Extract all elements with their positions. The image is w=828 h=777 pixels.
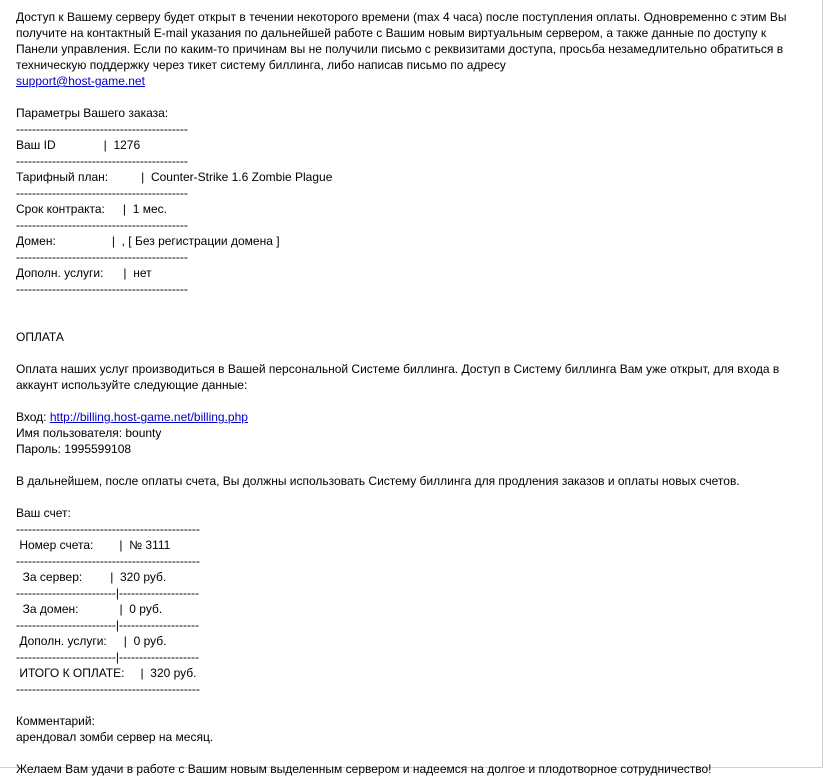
- separator: ----------------------------------------------: [16, 522, 200, 536]
- order-row-value: нет: [133, 266, 152, 280]
- invoice-row-value: № 3111: [129, 538, 171, 552]
- payment-text: Оплата наших услуг производиться в Вашей персональной Системе биллинга. Доступ в Систему биллинга Вам уже открыт, для входа в аккаунт используйте следующие данные:: [16, 362, 780, 392]
- order-row-label: Домен:: [16, 234, 56, 248]
- invoice-row-domain: За домен: | 0 руб.: [22, 602, 163, 616]
- login-line: [16, 409, 806, 425]
- separator: -------------------------------------------: [16, 250, 188, 264]
- username-line: Имя пользователя: bounty: [16, 426, 162, 440]
- order-row-plan: Тарифный план: | Counter-Strike 1.6 Zombie Plague: [16, 170, 333, 184]
- order-row-label: Дополн. услуги:: [16, 266, 104, 280]
- billing-usage-text: В дальнейшем, после оплаты счета, Вы должны использовать Систему биллинга для продления заказов и оплаты новых счетов.: [16, 474, 740, 488]
- invoice-row-label: Номер счета:: [19, 538, 94, 552]
- invoice-row-value: 0 руб.: [133, 634, 167, 648]
- closing-text: Желаем Вам удачи в работе с Вашим новым выделенным сервером и надеемся на долгое и плодотворное сотрудничество!: [16, 762, 712, 776]
- order-heading: Параметры Вашего заказа:: [16, 106, 169, 120]
- invoice-row-value: 0 руб.: [129, 602, 163, 616]
- order-row-extras: Дополн. услуги: | нет: [16, 266, 152, 280]
- right-edge: [823, 0, 828, 769]
- invoice-heading: Ваш счет:: [16, 506, 71, 520]
- separator: -------------------------------------------: [16, 154, 188, 168]
- billing-link[interactable]: http://billing.host-game.net/billing.php: [49, 410, 248, 424]
- payment-heading: ОПЛАТА: [16, 330, 64, 344]
- order-row-label: Ваш ID: [16, 138, 56, 152]
- invoice-row-label: За домен:: [22, 602, 79, 616]
- invoice-row-label: За сервер:: [22, 570, 83, 584]
- invoice-row-label: ИТОГО К ОПЛАТЕ:: [19, 666, 125, 680]
- separator: -------------------------------------------: [16, 218, 188, 232]
- email-content: [16, 9, 806, 777]
- order-row-value: , [ Без регистрации домена ]: [121, 234, 280, 248]
- separator: -------------------------|--------------------: [16, 618, 199, 632]
- invoice-row-server: За сервер: | 320 руб.: [22, 570, 167, 584]
- separator: -------------------------------------------: [16, 122, 188, 136]
- separator: ----------------------------------------------: [16, 554, 200, 568]
- separator: ----------------------------------------------: [16, 682, 200, 696]
- invoice-row-number: Номер счета: | № 3111: [19, 538, 171, 552]
- order-row-domain: Домен: | , [ Без регистрации домена ]: [16, 234, 280, 248]
- separator: -------------------------|--------------------: [16, 650, 199, 664]
- order-row-value: 1276: [113, 138, 141, 152]
- login-label: Вход:: [16, 410, 47, 424]
- order-row-term: Срок контракта: | 1 мес.: [16, 202, 167, 216]
- order-row-value: Counter-Strike 1.6 Zombie Plague: [150, 170, 333, 184]
- comment-label: Комментарий:: [16, 714, 95, 728]
- invoice-row-value: 320 руб.: [120, 570, 167, 584]
- invoice-row-label: Дополн. услуги:: [19, 634, 107, 648]
- order-row-id: Ваш ID | 1276: [16, 138, 141, 152]
- separator: -------------------------------------------: [16, 186, 188, 200]
- invoice-row-value: 320 руб.: [150, 666, 197, 680]
- invoice-row-extras: Дополн. услуги: | 0 руб.: [19, 634, 167, 648]
- comment-text: арендовал зомби сервер на месяц.: [16, 730, 214, 744]
- order-row-label: Срок контракта:: [16, 202, 105, 216]
- support-email-link[interactable]: support@host-game.net: [16, 74, 145, 88]
- intro-paragraph: [16, 9, 806, 89]
- separator: -------------------------------------------: [16, 282, 188, 296]
- invoice-row-total: ИТОГО К ОПЛАТЕ: | 320 руб.: [19, 666, 197, 680]
- order-row-value: 1 мес.: [132, 202, 167, 216]
- order-row-label: Тарифный план:: [16, 170, 109, 184]
- intro-text: Доступ к Вашему серверу будет открыт в течении некоторого времени (max 4 часа) после поступления оплаты. Одновременно с этим Вы получите на контактный E-mail указания по дальнейшей работе с Вашим новым виртуальным сервером, а также данные по доступу к Панели управления. Если по каким-то причинам вы не получили письмо с реквизитами доступа, просьба незамедлительно обратиться в техническую поддержку через тикет систему биллинга, либо написав письмо по адресу: [16, 10, 787, 72]
- separator: -------------------------|--------------------: [16, 586, 199, 600]
- password-line: Пароль: 1995599108: [16, 442, 132, 456]
